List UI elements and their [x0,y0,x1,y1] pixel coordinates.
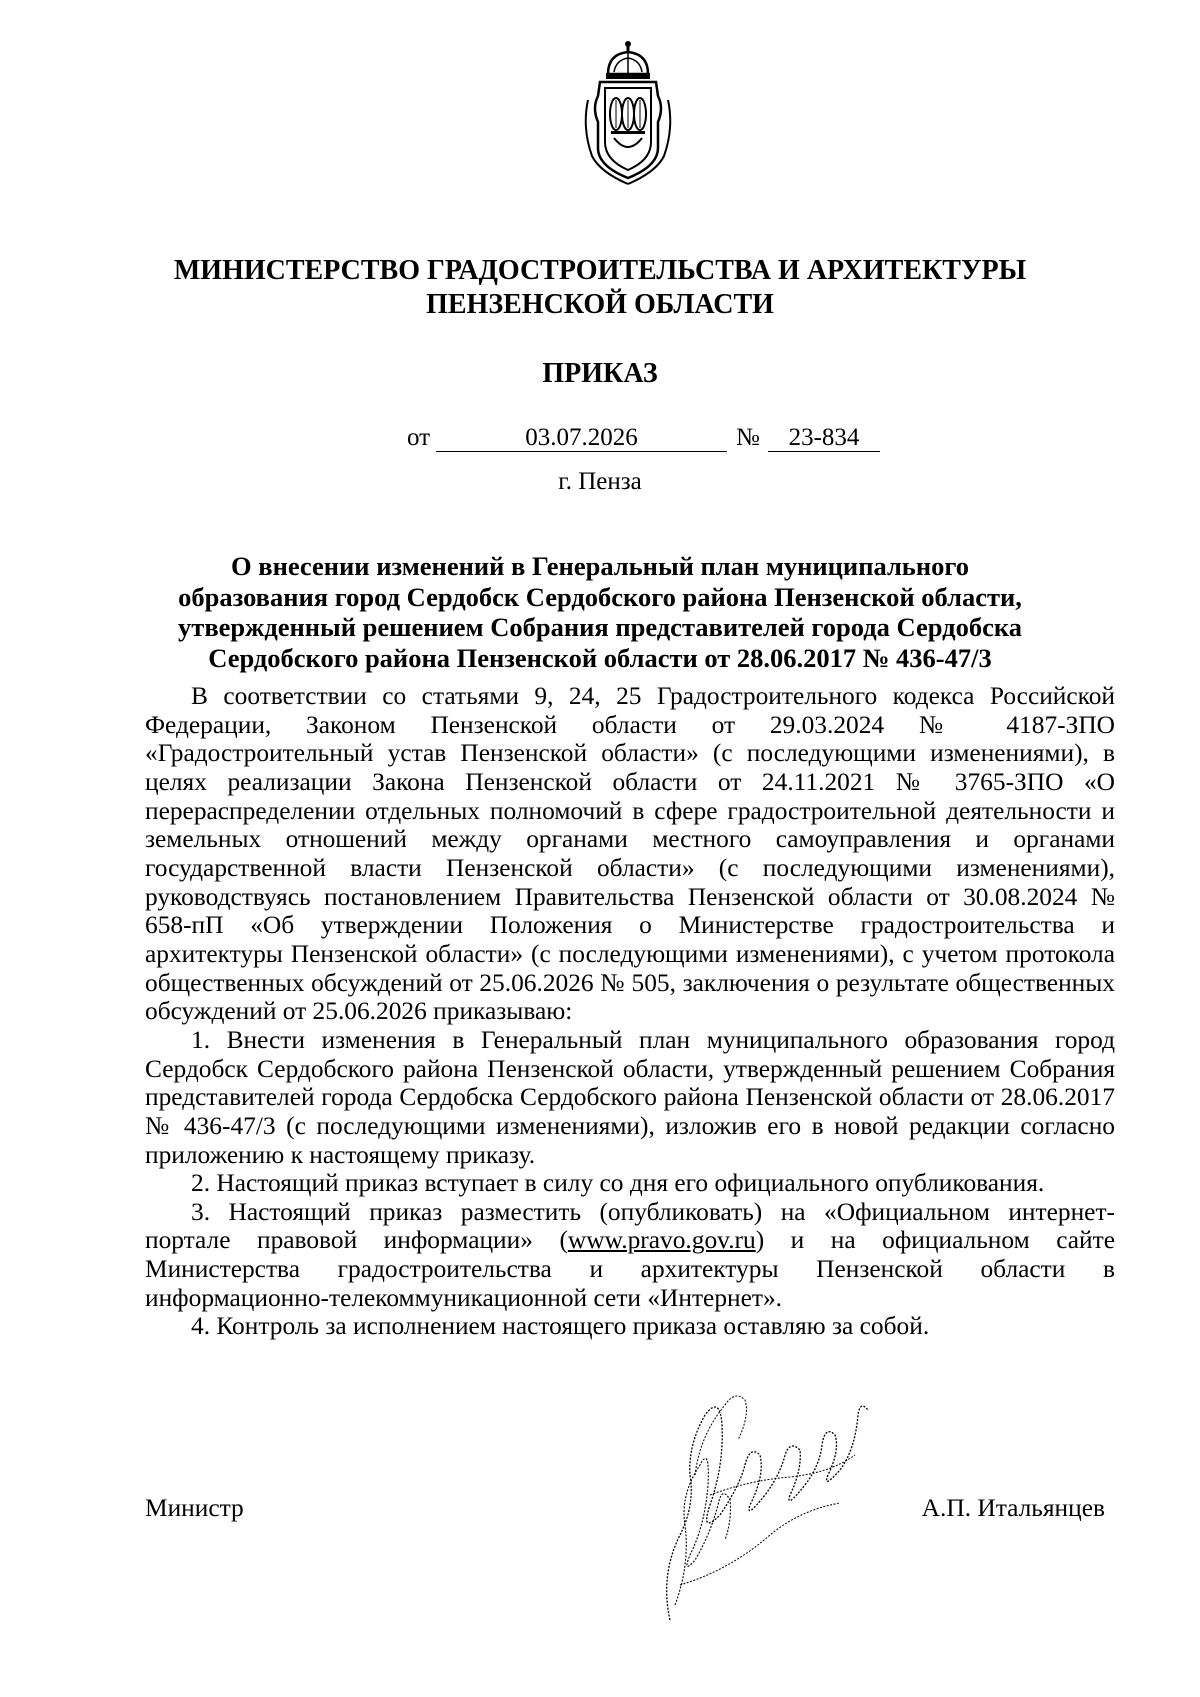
ministry-name [100,254,1100,322]
title-line-4: Сердобского района Пензенской области от 28.06.2017 № 436-47/3 [208,642,992,673]
preamble-paragraph: В соответствии со статьями 9, 24, 25 Градостроительного кодекса Российской Федерации, Законом Пензенской области от 29.03.2024 № 4187-ЗПО «Градостроительный устав Пензенской области» (с последующими изменениями), в целях реализации Закона Пензенской области от 24.11.2021 № 3765-ЗПО «О перераспределении отдельных полномочий в сфере градостроительной деятельности и земельных отношений между органами местного самоуправления и органами государственной власти Пензенской области» (с последующими изменениями), руководствуясь постановлением Правительства Пензенской области от 30.08.2024 № 658-пП «Об утверждении Положения о Министерстве градостроительства и архитектуры Пензенской области» (с последующими изменениями), с учетом протокола общественных обсуждений от 25.06.2026 № 505, заключения о результате общественных обсуждений от 25.06.2026 приказываю: [145,682,1115,1026]
ministry-name-line-2: ПЕНЗЕНСКОЙ ОБЛАСТИ [426,289,774,320]
item-3-paragraph [145,1198,1115,1313]
item-1-paragraph: 1. Внести изменения в Генеральный план муниципального образования город Сердобск Сердобского района Пензенской области, утвержденный решением Собрания представителей города Сердобска Сердобского района Пензенской области от 28.06.2017 № 436-47/3 (с последующими изменениями), изложив его в новой редакции согласно приложению к настоящему приказу. [145,1025,1115,1169]
document-title [145,551,1055,673]
coat-of-arms-icon [578,38,678,188]
date-prefix: от [407,424,431,451]
handwritten-signature-icon [650,1385,880,1635]
title-line-3: утвержденный решением Собрания представителей города Сердобска [178,612,1022,642]
item-3-text-start: 3. Настоящий приказ разместить (опубликовать) на «Официальном интернет-портале правовой информации» ( [145,1197,1115,1255]
item-2-paragraph: 2. Настоящий приказ вступает в силу со дня его официального опубликования. [191,1169,1045,1198]
item-3-text-end: ) и на официальном сайте Министерства градостроительства и архитектуры Пензенской области в информационно-телекоммуникационной сети «Интернет». [145,1226,1115,1312]
title-line-1: О внесении изменений в Генеральный план муниципального [231,551,969,581]
pravo-gov-link[interactable]: www.pravo.gov.ru [567,1226,756,1255]
document-type: ПРИКАЗ [542,358,658,389]
ministry-name-line-1: МИНИСТЕРСТВО ГРАДОСТРОИТЕЛЬСТВА И АРХИТЕКТУРЫ [173,255,1027,286]
city: г. Пенза [558,468,642,495]
document-date: 03.07.2026 [436,422,727,452]
number-sign: № [736,424,760,451]
title-line-2: образования город Сердобск Сердобского района Пензенской области, [178,581,1022,612]
document-body [145,682,1115,1341]
item-4-paragraph: 4. Контроль за исполнением настоящего приказа оставляю за собой. [191,1312,930,1341]
signatory-name: А.П. Итальянцев [921,1494,1105,1522]
date-number-line [0,422,1200,454]
document-number: 23-834 [768,422,880,452]
signatory-position: Министр [145,1494,244,1522]
